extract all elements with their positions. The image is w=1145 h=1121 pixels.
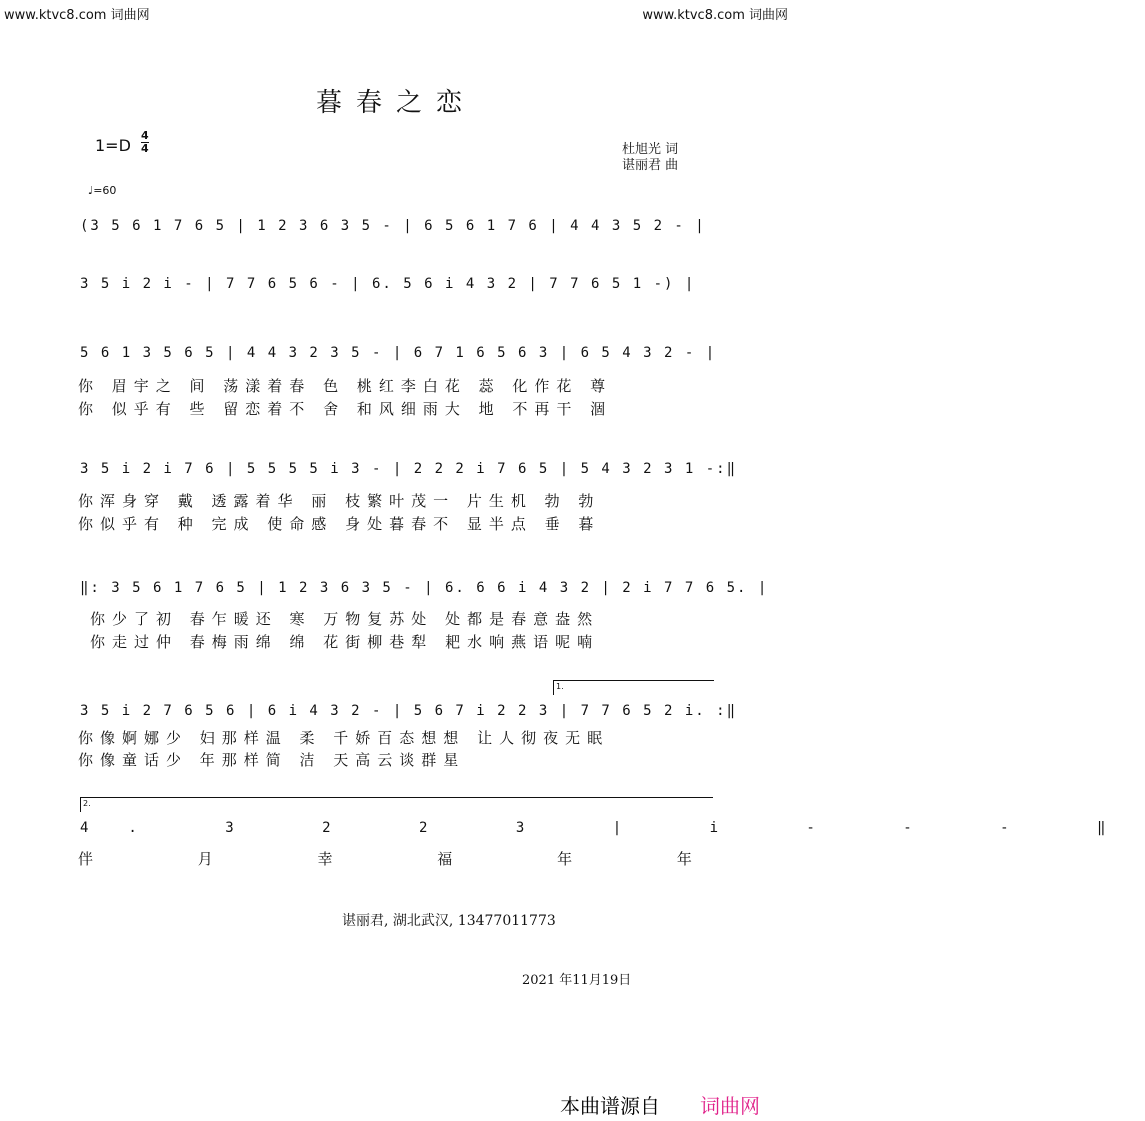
- tempo-marking: ♩=60: [88, 184, 117, 197]
- contact-info: 谌丽君, 湖北武汉, 13477011773: [342, 913, 556, 929]
- system-4-notes: 3 5 i 2 i 7 6 | 5 5 5 5 i 3 - | 2 2 2 i 7 6 5 | 5 4 3 2 3 1 -:‖: [80, 461, 738, 477]
- volta-first-label: 1.: [556, 682, 564, 691]
- watermark-left: www.ktvc8.com 词曲网: [4, 8, 150, 23]
- system-4-lyrics-verse-2: 你似乎有 种 完成 使命感 身处暮春不 显半点 垂 暮: [78, 515, 601, 533]
- system-6-lyrics-verse-2: 你像童话少 年那样简 洁 天高云谈群星: [78, 751, 466, 769]
- system-3-notes: 5 6 1 3 5 6 5 | 4 4 3 2 3 5 - | 6 7 1 6 5 6 3 | 6 5 4 3 2 - |: [80, 345, 717, 361]
- time-signature-top: 4: [141, 129, 149, 142]
- time-signature: [141, 130, 149, 155]
- system-3-lyrics-verse-2: 你 似乎有 些 留恋着不 舍 和风细雨大 地 不再干 涸: [78, 400, 613, 418]
- key-signature: 1=D: [95, 136, 131, 155]
- source-label: 本曲谱源自: [560, 1094, 660, 1118]
- system-6-lyrics-verse-1: 你像婀娜少 妇那样温 柔 千娇百态想想 让人彻夜无眠: [78, 729, 610, 747]
- system-7-notes: 4. 3 2 2 3 | i - - - ‖: [80, 820, 1145, 836]
- system-4-lyrics-verse-1: 你浑身穿 戴 透露着华 丽 枝繁叶茂一 片生机 勃 勃: [78, 492, 601, 510]
- date: 2021 年11月19日: [522, 973, 632, 988]
- volta-second-label: 2.: [83, 799, 91, 808]
- system-5-lyrics-verse-2: 你走过仲 春梅雨绵 绵 花街柳巷犁 耙水响燕语呢喃: [90, 633, 600, 651]
- watermark-right: www.ktvc8.com 词曲网: [642, 8, 788, 23]
- song-title: 暮春之恋: [315, 88, 476, 118]
- lyricist-credit: 杜旭光 词: [622, 142, 679, 157]
- system-6-notes: 3 5 i 2 7 6 5 6 | 6 i 4 3 2 - | 5 6 7 i 2 2 3 | 7 7 6 5 2 i. :‖: [80, 703, 738, 719]
- time-signature-bottom: 4: [141, 142, 149, 155]
- composer-credit: 谌丽君 曲: [622, 158, 679, 173]
- system-5-lyrics-verse-1: 你少了初 春乍暖还 寒 万物复苏处 处都是春意盎然: [90, 610, 600, 628]
- system-2-notes: 3 5 i 2 i - | 7 7 6 5 6 - | 6. 5 6 i 4 3 2 | 7 7 6 5 1 -) |: [80, 276, 696, 292]
- source-site: 词曲网: [700, 1094, 760, 1118]
- system-3-lyrics-verse-1: 你 眉宇之 间 荡漾着春 色 桃红李白花 蕊 化作花 尊: [78, 377, 613, 395]
- volta-bracket-second: [80, 797, 713, 812]
- system-5-notes: ‖: 3 5 6 1 7 6 5 | 1 2 3 6 3 5 - | 6. 6 6 i 4 3 2 | 2 i 7 7 6 5. |: [80, 580, 769, 596]
- system-1-notes: (3 5 6 1 7 6 5 | 1 2 3 6 3 5 - | 6 5 6 1 7 6 | 4 4 3 5 2 - |: [80, 218, 706, 234]
- system-7-lyrics: 伴 月 幸 福 年 年: [78, 850, 742, 868]
- volta-bracket-first: [553, 680, 714, 695]
